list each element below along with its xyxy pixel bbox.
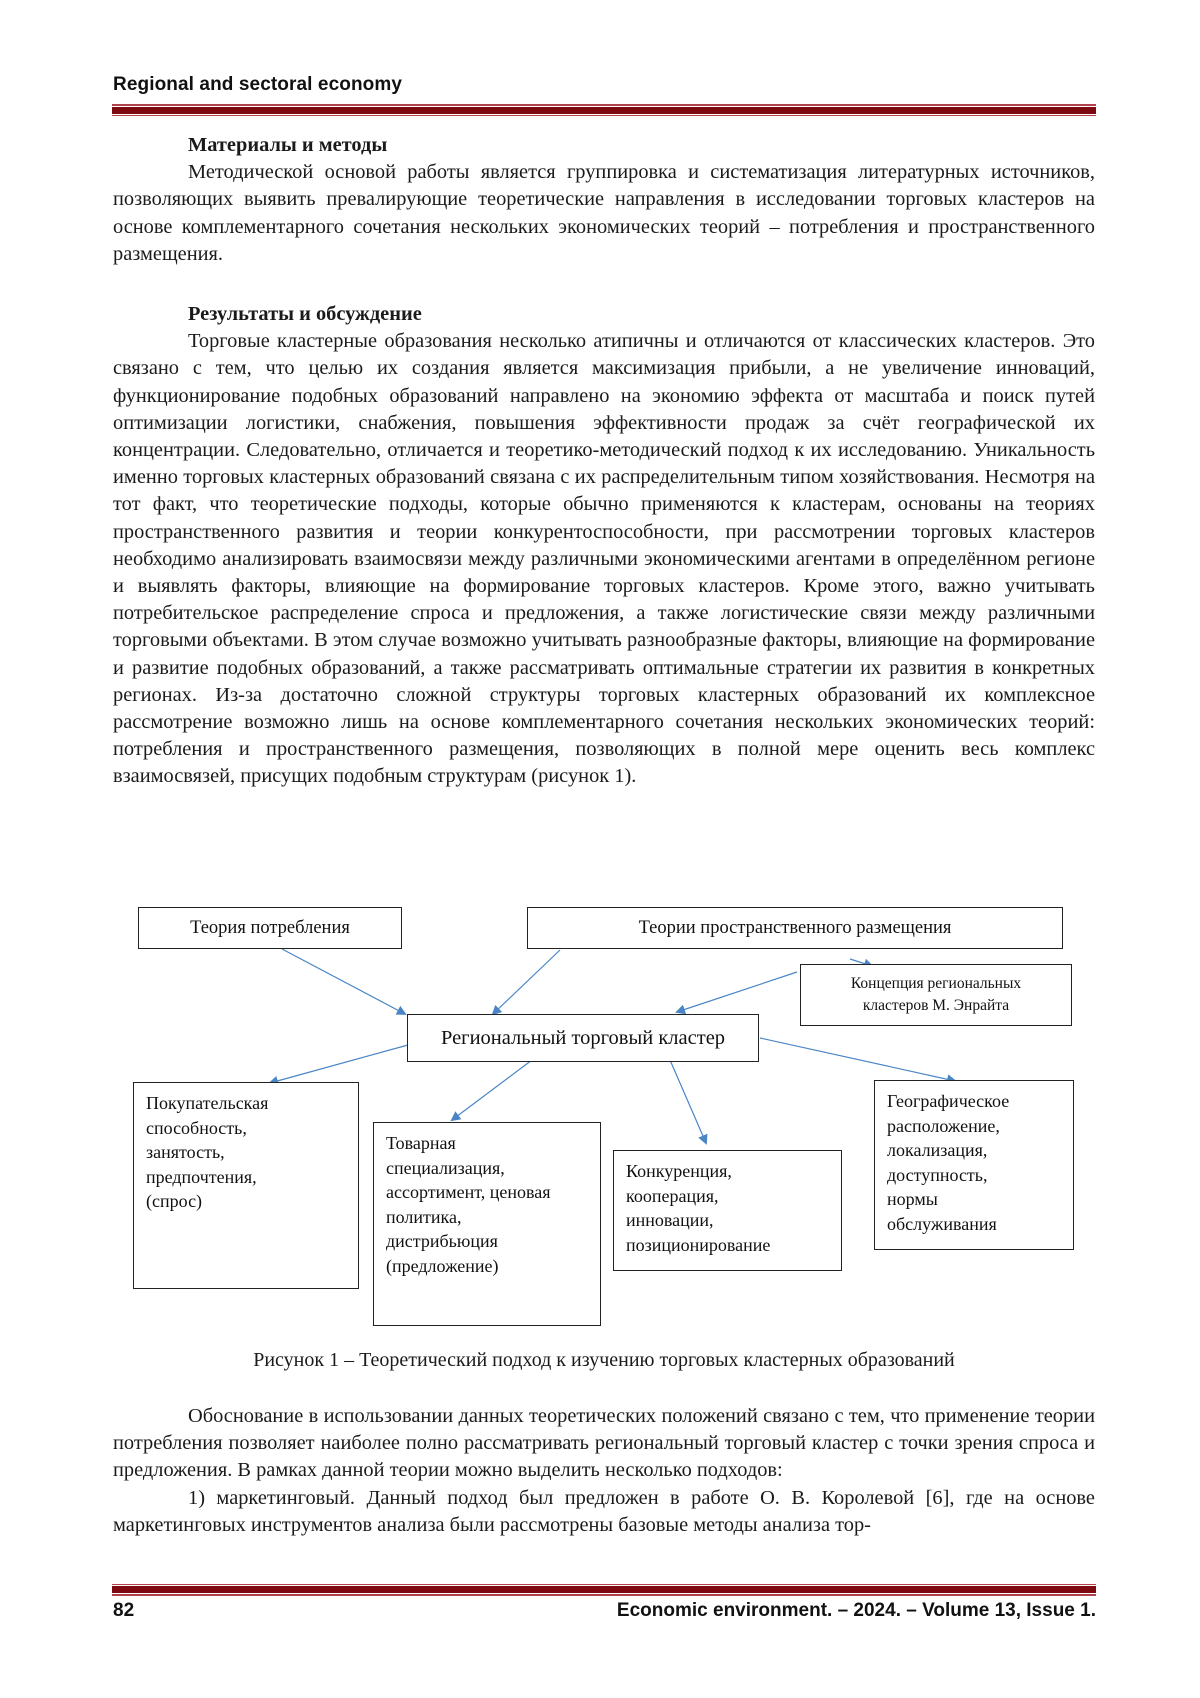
node-label-line: Покупательская xyxy=(146,1093,269,1113)
node-label: Региональный торговый кластер xyxy=(440,1026,726,1049)
node-demand xyxy=(133,1082,359,1289)
node-label-line: инновации, xyxy=(626,1210,714,1230)
section-heading: Материалы и методы xyxy=(188,134,388,156)
node-label-line: ассортимент, ценовая xyxy=(386,1182,551,1202)
paragraph: Обоснование в использовании данных теоретических положений связано с тем, что применение теории потребления позволяет наиболее полно рассматривать региональный торговый кластер с точки зрения спроса и предложения. В рамках данной теории можно выделить несколько подходов: xyxy=(113,1405,1095,1482)
page-number: 82 xyxy=(113,1600,135,1621)
node-label-line: способность, xyxy=(146,1117,247,1138)
node-label-line: локализация, xyxy=(887,1140,988,1160)
node-label-line: Географическое xyxy=(887,1091,1010,1111)
node-supply xyxy=(373,1122,601,1326)
node-label-line: предпочтения, xyxy=(146,1166,257,1187)
node-label-line: специализация, xyxy=(386,1157,505,1178)
node-label-line: (предложение) xyxy=(386,1255,499,1276)
node-label-line: доступность, xyxy=(887,1164,988,1185)
node-competition xyxy=(613,1150,842,1271)
footer-rule xyxy=(112,1584,1096,1596)
node-label-line: кластеров М. Энрайта xyxy=(862,997,1010,1014)
figure-caption: Рисунок 1 – Теоретический подход к изучению торговых кластерных образований xyxy=(253,1349,955,1371)
node-label-line: нормы xyxy=(887,1189,938,1209)
node-label-line: позиционирование xyxy=(626,1234,771,1255)
node-spatial-theory xyxy=(527,907,1063,949)
node-label-line: (спрос) xyxy=(146,1191,203,1211)
node-label-line: расположение, xyxy=(887,1115,1000,1136)
node-label-line: обслуживания xyxy=(887,1213,997,1234)
node-label-line: политика, xyxy=(386,1206,462,1227)
node-label-line: Товарная xyxy=(386,1133,456,1153)
node-geography xyxy=(874,1080,1074,1250)
journal-citation: Economic environment. – 2024. – Volume 13, Issue 1. xyxy=(616,1600,1096,1621)
node-label-line: Конкуренция, xyxy=(626,1161,732,1181)
section-heading: Результаты и обсуждение xyxy=(188,303,422,325)
node-label-line: кооперация, xyxy=(626,1185,719,1206)
node-label-line: Концепция региональных xyxy=(850,975,1022,992)
paragraph: Методической основой работы является группировка и систематизация литературных источников, позволяющих выявить превалирующие теоретические направления в исследовании торговых кластеров на основе комплементарного сочетания нескольких экономических теорий – потребления и пространственного размещения. xyxy=(113,161,1095,265)
node-enright-concept xyxy=(800,964,1072,1026)
node-label-line: дистрибьюция xyxy=(386,1231,498,1251)
node-consumption-theory xyxy=(138,907,402,949)
node-label: Теории пространственного размещения xyxy=(638,917,952,938)
running-header: Regional and sectoral economy xyxy=(113,74,403,95)
node-label-line: занятость, xyxy=(146,1142,225,1162)
section-after-figure xyxy=(113,1403,1095,1539)
paragraph: Торговые кластерные образования несколько атипичны и отличаются от классических кластеров. Это связано с тем, что целью их создания является максимизация прибыли, а не увеличение инноваций, функционирование подобных образований направлено на экономию эффекта от масштаба и поиск путей оптимизации логистики, снабжения, повышения эффективности продаж за счёт географической их концентрации. Следовательно, отличается и теоретико-методический подход к их исследованию. Уникальность именно торговых кластерных образований связана с их распределительным типом хозяйствования. Несмотря на тот факт, что теоретические подходы, которые обычно применяются к кластерам, основаны на теориях пространственного развития и теории конкурентоспособности, при рассмотрении торговых кластеров необходимо анализировать взаимосвязи между различными экономическими агентами в определённом регионе и выявлять факторы, влияющие на формирование торговых кластеров. Кроме этого, важно учитывать потребительское распределение спроса и предложения, а также логистические связи между различными торговыми объектами. В этом случае возможно учитывать разнообразные факторы, влияющие на формирование и развитие подобных образований, а также рассматривать оптимальные стратегии их развития в конкретных регионах. Из-за достаточно сложной структуры торговых кластерных образований их комплексное рассмотрение возможно лишь на основе комплементарного сочетания нескольких экономических теорий: потребления и пространственного размещения, позволяющих в полной мере оценить весь комплекс взаимосвязей, присущих подобным структурам (рисунок 1). xyxy=(113,330,1095,788)
node-regional-cluster xyxy=(407,1014,759,1062)
node-label: Теория потребления xyxy=(190,917,350,938)
paragraph: 1) маркетинговый. Данный подход был предложен в работе О. В. Королевой [6], где на основе маркетинговых инструментов анализа были рассмотрены базовые методы анализа тор- xyxy=(113,1486,1095,1536)
